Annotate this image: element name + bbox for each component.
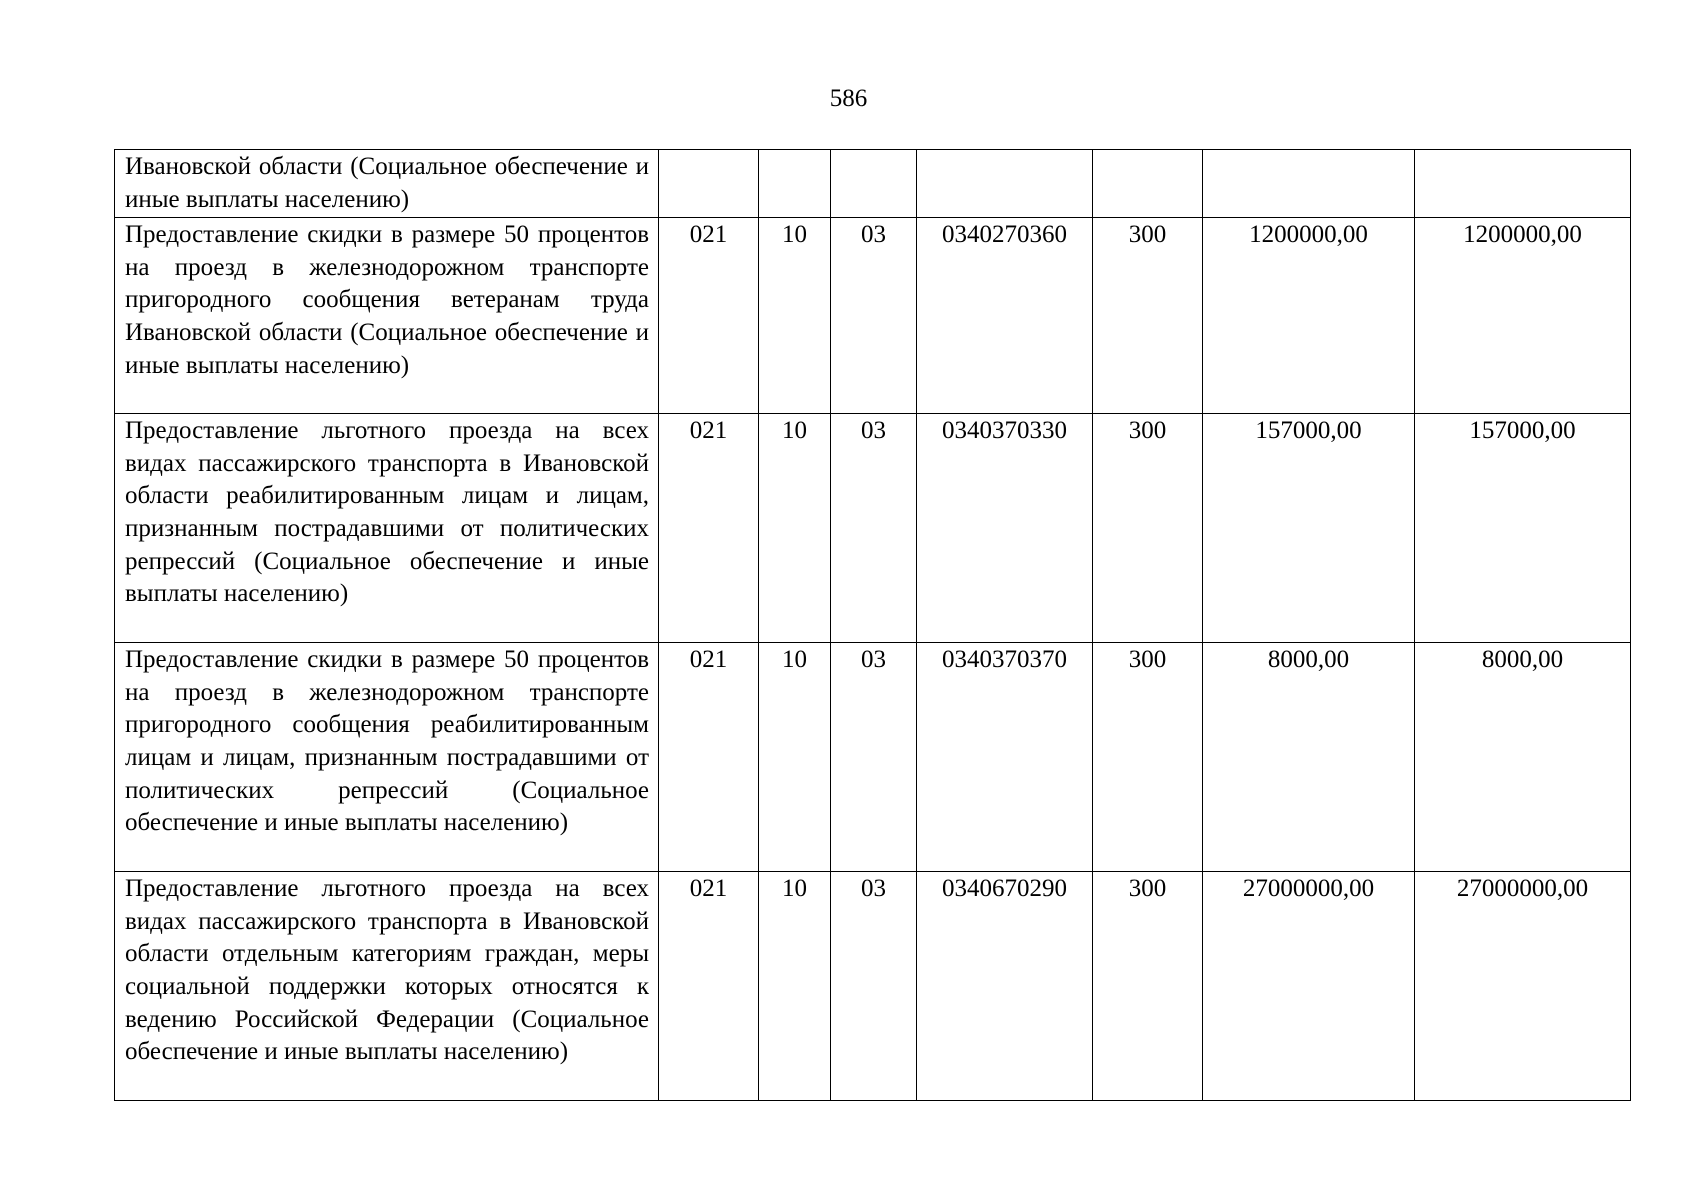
row-section-code: 10 [759, 218, 831, 414]
row-sum-1: 157000,00 [1203, 414, 1415, 643]
row-ved-code: 021 [659, 872, 759, 1101]
table-row [115, 150, 1631, 218]
row-sum-1: 8000,00 [1203, 643, 1415, 872]
row-section-code: 10 [759, 643, 831, 872]
row-subsection-code [831, 150, 917, 218]
row-target-article-code: 0340370370 [917, 643, 1093, 872]
row-sum-2: 27000000,00 [1415, 872, 1631, 1101]
row-subsection-code: 03 [831, 643, 917, 872]
row-description: Предоставление скидки в размере 50 процентов на проезд в железнодорожном транспорте пригородного сообщения реабилитированным лицам и лицам, признанным пострадавшими от политических репрессий (Социальное обеспечение и иные выплаты населению) [115, 643, 659, 872]
row-section-code: 10 [759, 872, 831, 1101]
row-subsection-code: 03 [831, 414, 917, 643]
row-section-code: 10 [759, 414, 831, 643]
row-description: Предоставление льготного проезда на всех видах пассажирского транспорта в Ивановской области отдельным категориям граждан, меры социальной поддержки которых относятся к ведению Российской Федерации (Социальное обеспечение и иные выплаты населению) [115, 872, 659, 1101]
table-row [115, 872, 1631, 1101]
row-section-code [759, 150, 831, 218]
table-row [115, 218, 1631, 414]
row-sum-2: 1200000,00 [1415, 218, 1631, 414]
row-target-article-code: 0340270360 [917, 218, 1093, 414]
row-ved-code: 021 [659, 218, 759, 414]
table-row [115, 643, 1631, 872]
row-expense-type-code: 300 [1093, 872, 1203, 1101]
row-ved-code [659, 150, 759, 218]
table-row [115, 414, 1631, 643]
row-subsection-code: 03 [831, 872, 917, 1101]
row-expense-type-code: 300 [1093, 414, 1203, 643]
row-sum-2 [1415, 150, 1631, 218]
row-sum-1 [1203, 150, 1415, 218]
row-sum-2: 8000,00 [1415, 643, 1631, 872]
row-description: Ивановской области (Социальное обеспечение и иные выплаты населению) [115, 150, 659, 218]
row-target-article-code: 0340670290 [917, 872, 1093, 1101]
row-expense-type-code: 300 [1093, 218, 1203, 414]
row-description: Предоставление льготного проезда на всех видах пассажирского транспорта в Ивановской области реабилитированным лицам и лицам, признанным пострадавшими от политических репрессий (Социальное обеспечение и иные выплаты населению) [115, 414, 659, 643]
row-target-article-code: 0340370330 [917, 414, 1093, 643]
row-sum-2: 157000,00 [1415, 414, 1631, 643]
budget-table [114, 149, 1631, 1101]
row-description: Предоставление скидки в размере 50 процентов на проезд в железнодорожном транспорте пригородного сообщения ветеранам труда Ивановской области (Социальное обеспечение и иные выплаты населению) [115, 218, 659, 414]
row-expense-type-code: 300 [1093, 643, 1203, 872]
row-sum-1: 1200000,00 [1203, 218, 1415, 414]
row-target-article-code [917, 150, 1093, 218]
row-expense-type-code [1093, 150, 1203, 218]
page-number: 586 [829, 85, 868, 112]
row-sum-1: 27000000,00 [1203, 872, 1415, 1101]
row-subsection-code: 03 [831, 218, 917, 414]
row-ved-code: 021 [659, 643, 759, 872]
row-ved-code: 021 [659, 414, 759, 643]
